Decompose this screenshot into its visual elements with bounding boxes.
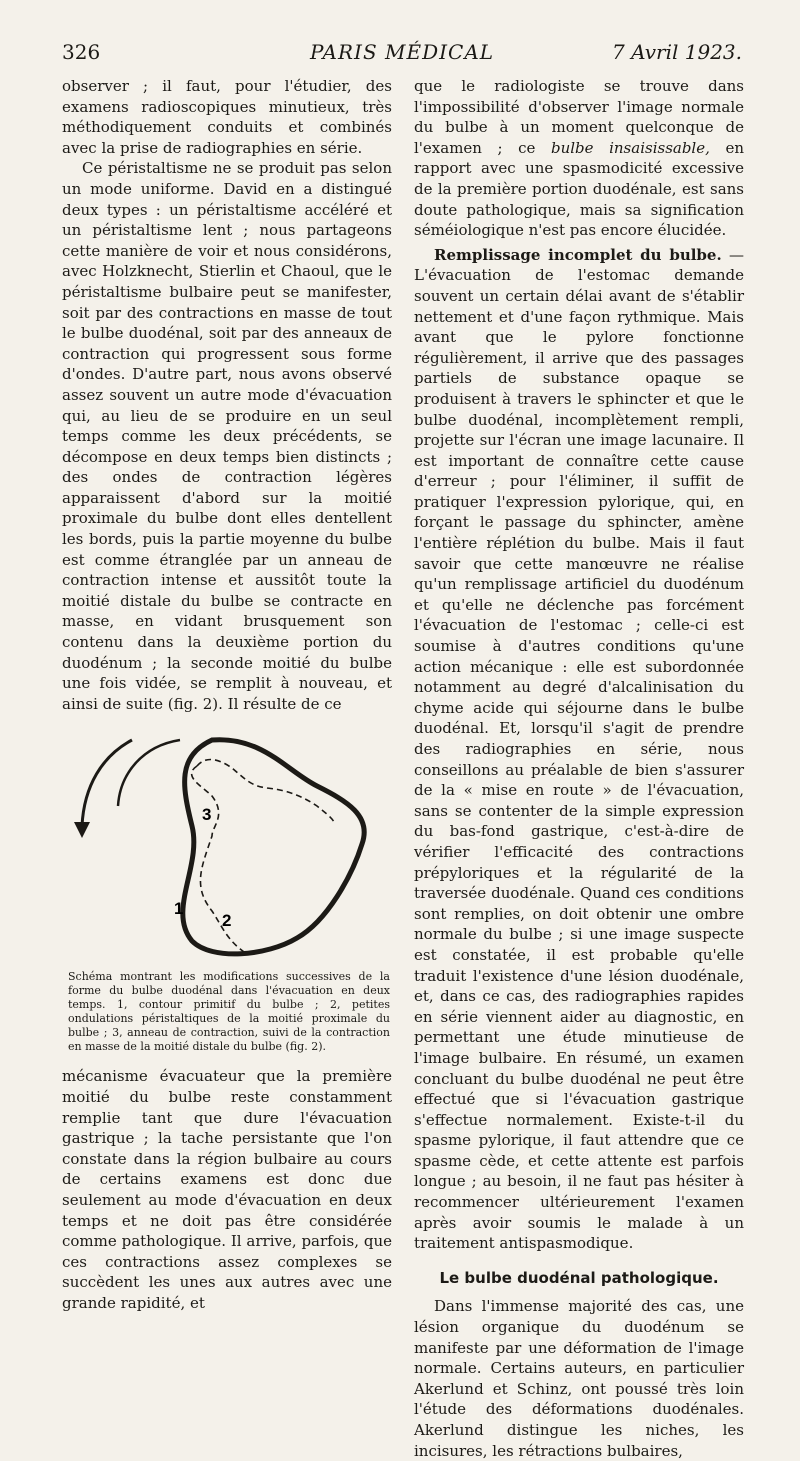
flow-arrow — [82, 740, 132, 826]
paragraph — [414, 76, 744, 241]
figure-caption: Schéma montrant les modifications successives de la forme du bulbe duodénal dans l'évacuation en deux temps. 1, contour primitif du bulbe ; 2, petites ondulations péristaltiques de la moitié proximale du bulbe ; 3, anneau de contraction, suivi de la contraction en masse de la moitié distale du bulbe (fig. 2). — [68, 970, 390, 1054]
figure-label-1: 1 — [174, 899, 184, 919]
right-column — [414, 76, 744, 1461]
page-number: 326 — [62, 40, 101, 64]
section-heading: Le bulbe duodénal pathologique. — [439, 1268, 719, 1287]
paragraph: observer ; il faut, pour l'étudier, des examens radioscopiques minutieux, très méthodiquement conduits et combinés avec la prise de radiographies en série. — [62, 77, 392, 157]
contour-undulations — [192, 766, 247, 954]
arrow-head — [74, 822, 90, 838]
paragraph: mécanisme évacuateur que la première moitié du bulbe reste constamment remplie tant que dure l'évacuation gastrique ; la tache persistante que l'on constate dans la région bulbaire au cours de certains examens est donc due seulement au mode d'évacuation en deux temps et ne doit pas être considérée comme pathologique. Il arrive, parfois, que ces contractions assez complexes se succèdent les unes aux autres avec une grande rapidité, et — [62, 1067, 392, 1312]
paragraph: Dans l'immense majorité des cas, une lésion organique du duodénum se manifeste par une déformation de l'image normale. Certains auteurs, en particulier Akerlund et Schinz, ont poussé très loin l'étude des déformations duodénales. Akerlund distingue les niches, les incisures, les rétractions bulbaires, — [414, 1297, 744, 1460]
bulb-schema — [62, 726, 392, 966]
contour-primitive — [183, 740, 364, 954]
text-run: en rapport avec une spasmodicité excessive de la première portion duodénale, est sans doute pathologique, mais sa signification séméiologique n'est pas encore élucidée. — [414, 138, 744, 240]
figure-label-3: 3 — [202, 805, 212, 825]
italic-term: bulbe insaisissable, — [551, 138, 710, 157]
issue-date: 7 Avril 1923. — [612, 40, 742, 64]
journal-title: PARIS MÉDICAL — [309, 40, 495, 64]
figure-label-2: 2 — [222, 911, 232, 931]
contour-waist — [197, 760, 334, 825]
text-run: — L'évacuation de l'estomac demande souvent un certain délai avant de s'établir nettement et d'une façon rythmique. Mais avant que le pylore fonctionne régulièrement, il arrive que des passages partiels de substance opaque se produisent à travers le sphincter et que le bulbe duodénal, incomplètement rempli, projette sur l'écran une image lacunaire. Il est important de connaître cette cause d'erreur ; pour l'éliminer, il suffit de pratiquer l'expression pylorique, qui, en forçant le passage du sphincter, amène l'entière réplétion du bulbe. Mais il faut savoir que cette manœuvre ne réalise qu'un remplissage artificiel du duodénum et qu'elle ne déclenche pas forcément l'évacuation de l'estomac ; celle-ci est soumise à d'autres conditions qu'une action mécanique : elle est subordonnée notamment au degré d'alcalinisation du chyme acide qui séjourne dans le bulbe duodénal. Et, lorsqu'il s'agit de prendre des radiographies en série, nous conseillons au préalable de bien s'assurer de la « mise en route » de l'évacuation, sans se contenter de la simple expression du bas-fond gastrique, c'est-à-dire de vérifier l'efficacité des contractions prépyloriques et la régularité de la traversée duodénale. Quand ces conditions sont remplies, on doit obtenir une ombre normale du bulbe ; si une image suspecte est constatée, il est probable qu'elle traduit l'existence d'une lésion duodénale, et, dans ce cas, des radiographies rapides en série viennent aider au diagnostic, en permettant une étude minutieuse de l'image bulbaire. En résumé, un examen concluant du bulbe duodénal ne peut être effectué que si l'évacuation gastrique s'effectue normalement. Existe-t-il du spasme pylorique, il faut attendre que ce spasme cède, et cette attente est parfois longue ; au besoin, il ne faut pas hésiter à recommencer ultérieurement l'examen après avoir soumis le malade à un traitement antispasmodique. — [414, 245, 744, 1253]
paragraph — [414, 245, 744, 1254]
text-run: que le radiologiste se trouve dans l'impossibilité d'observer l'image normale du bulbe à un moment quelconque de l'examen ; ce — [414, 77, 744, 157]
left-column — [62, 76, 392, 1314]
page-header — [62, 40, 742, 70]
figure-bulb-diagram — [62, 726, 392, 966]
paragraph: Ce péristaltisme ne se produit pas selon un mode uniforme. David en a distingué deux types : un péristaltisme accéléré et un péristaltisme lent ; nous partageons cette manière de voir et nous considérons, avec Holzknecht, Stierlin et Chaoul, que le péristaltisme bulbaire peut se manifester, soit par des contractions en masse de tout le bulbe duodénal, soit par des anneaux de contraction qui progressent sous forme d'ondes. D'autre part, nous avons observé assez souvent un autre mode d'évacuation qui, au lieu de se produire en un seul temps comme les deux précédents, se décompose en deux temps bien distincts ; des ondes de contraction légères apparaissent d'abord sur la moitié proximale du bulbe dont elles dentellent les bords, puis la partie moyenne du bulbe est comme étranglée par un anneau de contraction intense et aussitôt toute la moitié distale du bulbe se contracte en masse, en vidant brusquement son contenu dans la deuxième portion du duodénum ; la seconde moitié du bulbe une fois vidée, se remplit à nouveau, et ainsi de suite (fig. 2). Il résulte de ce — [62, 159, 392, 713]
section-title: Remplissage incomplet du bulbe. — [434, 245, 722, 264]
flow-arrow-outer — [118, 740, 180, 806]
